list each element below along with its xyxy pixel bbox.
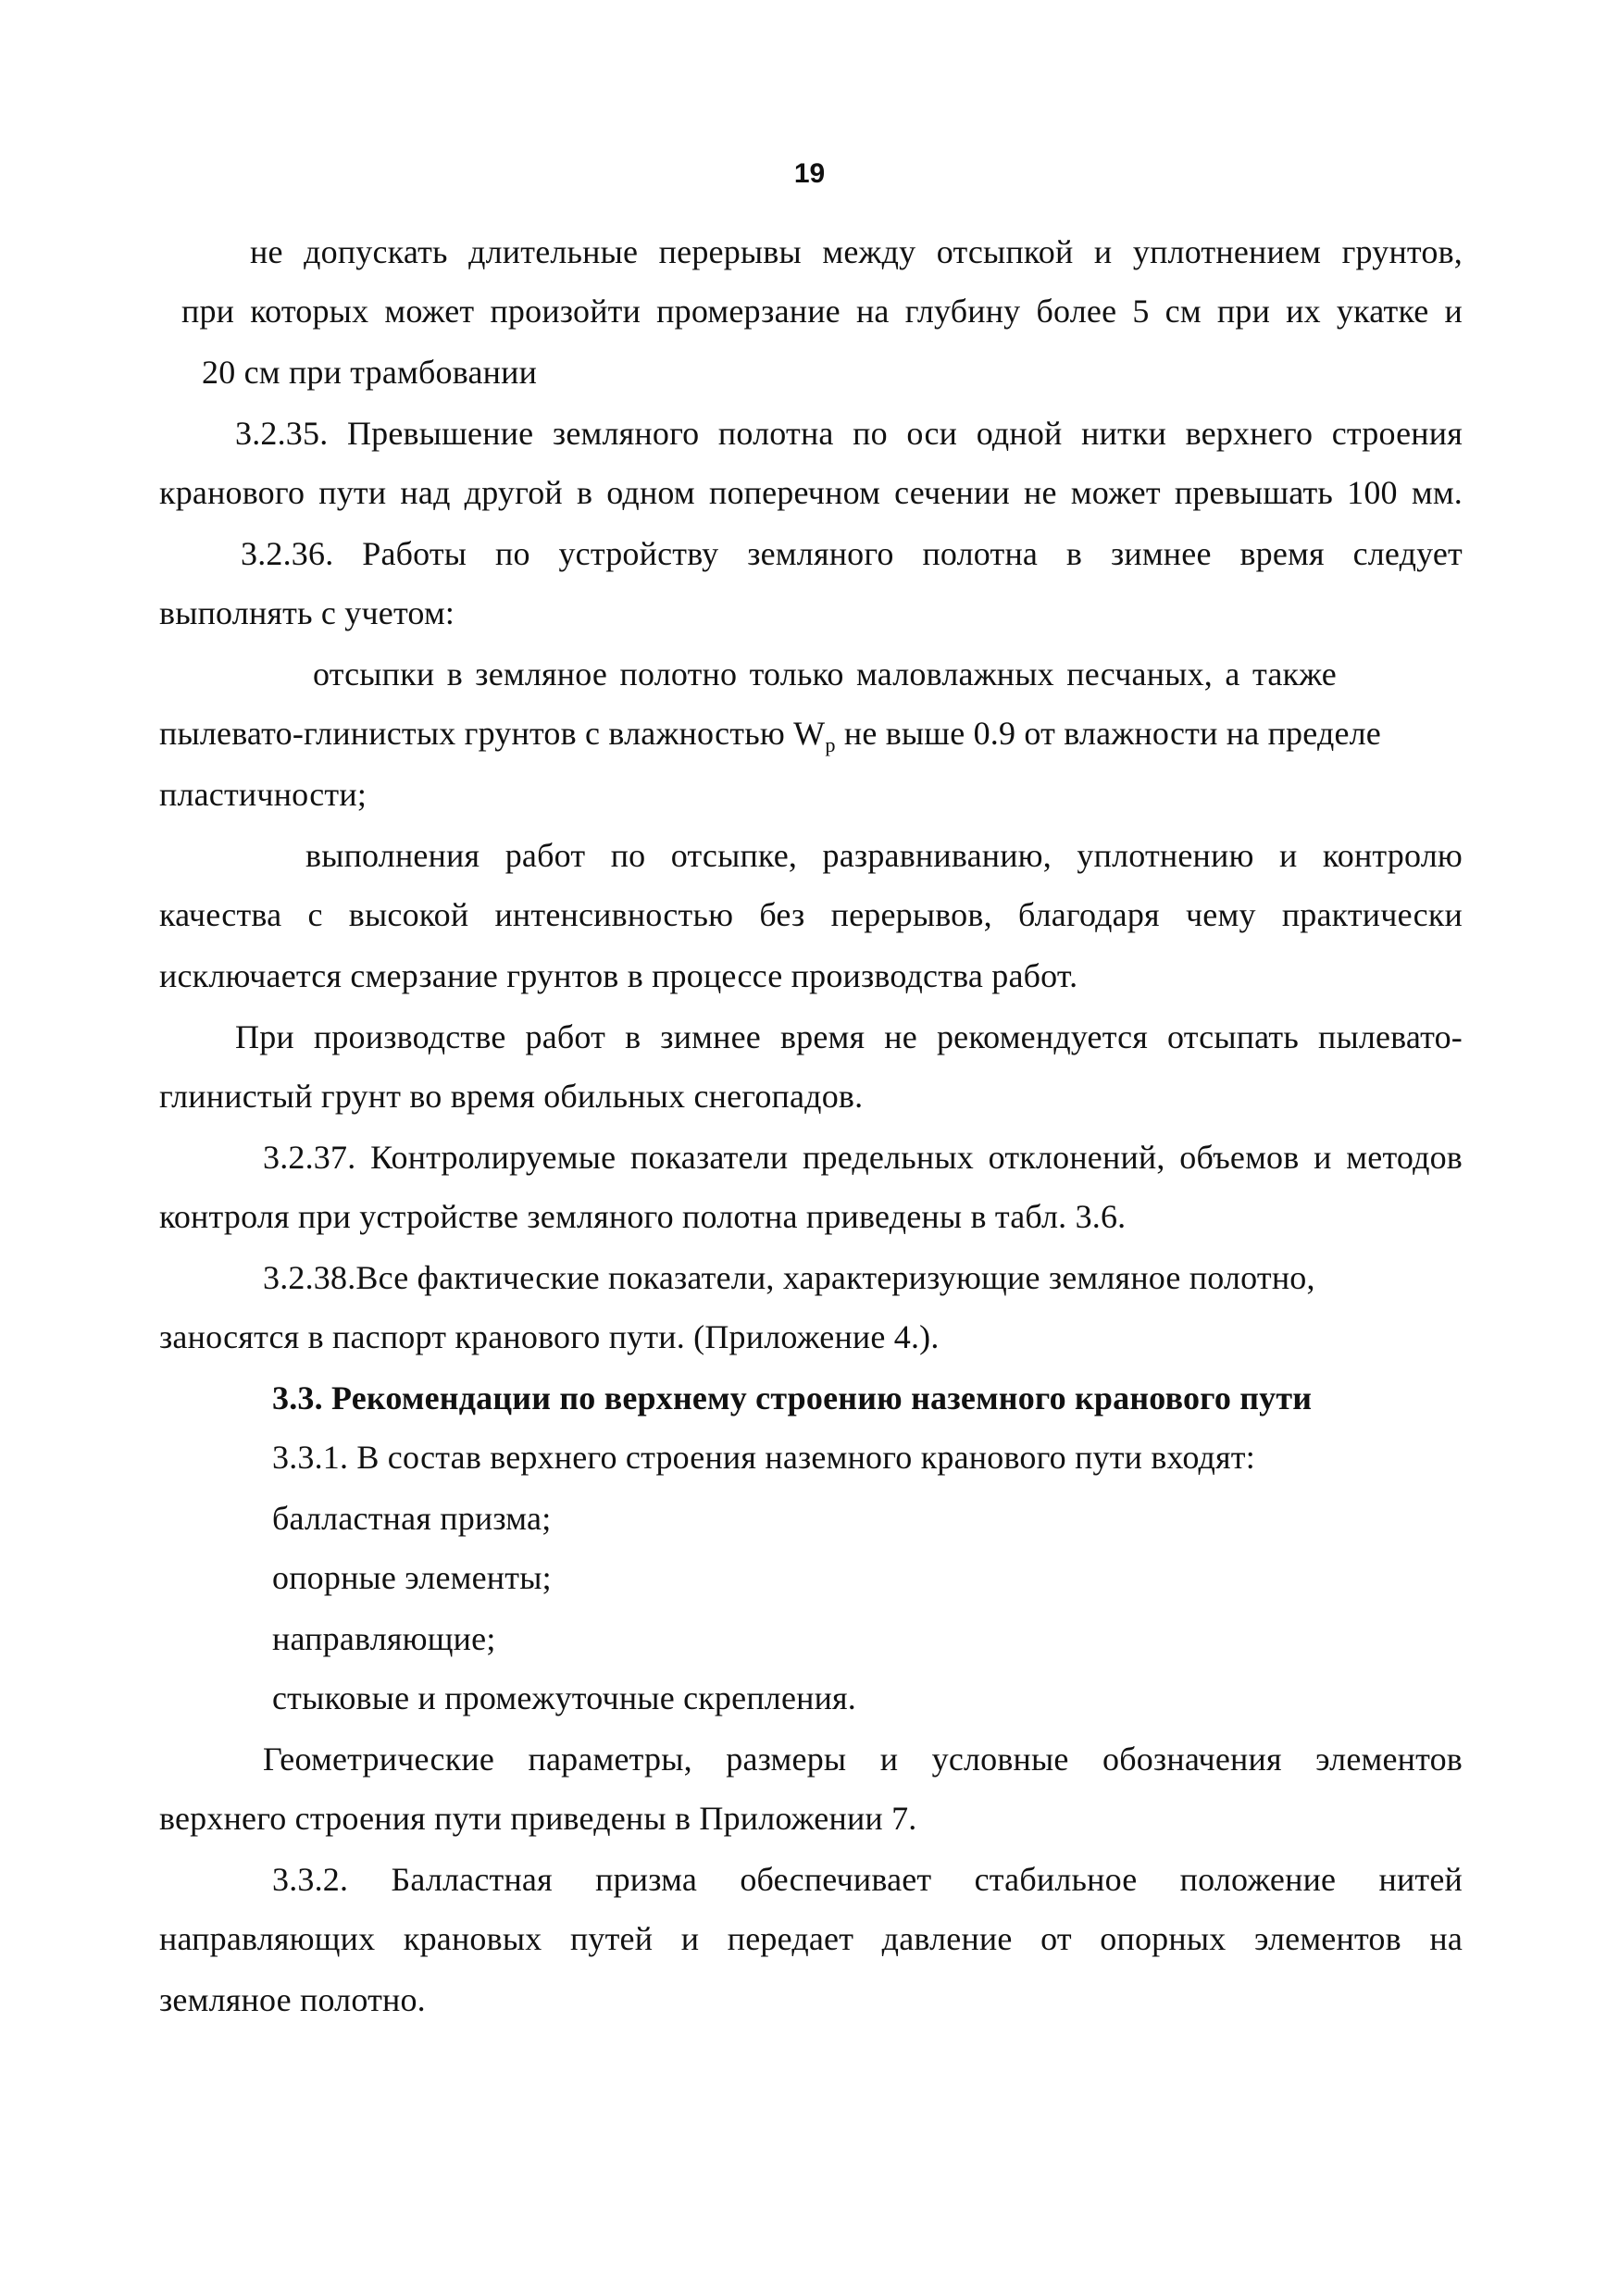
text-line: кранового пути над другой в одном поперечном сечении не может превышать 100 мм. bbox=[159, 474, 1463, 511]
list-item: стыковые и промежуточные скрепления. bbox=[272, 1679, 857, 1716]
list-item: балластная призма; bbox=[272, 1500, 552, 1537]
text-line: 3.2.37. Контролируемые показатели предельных отклонений, объемов и методов bbox=[263, 1139, 1463, 1176]
text-line: земляное полотно. bbox=[159, 1981, 426, 2018]
text-line: исключается смерзание грунтов в процессе производства работ. bbox=[159, 957, 1078, 994]
text-line: 20 см при трамбовании bbox=[202, 354, 538, 391]
text-line: Геометрические параметры, размеры и условные обозначения элементов bbox=[263, 1741, 1463, 1778]
text-line: 3.3.2. Балластная призма обеспечивает стабильное положение нитей bbox=[272, 1861, 1463, 1898]
text-line: 3.3.1. В состав верхнего строения наземного кранового пути входят: bbox=[272, 1439, 1255, 1476]
text-line: не допускать длительные перерывы между отсыпкой и уплотнением грунтов, bbox=[250, 233, 1463, 270]
text-line: глинистый грунт во время обильных снегопадов. bbox=[159, 1078, 864, 1115]
subscript-p: р bbox=[825, 733, 836, 757]
list-item: опорные элементы; bbox=[272, 1559, 552, 1596]
text-line: направляющих крановых путей и передает давление от опорных элементов на bbox=[159, 1920, 1463, 1957]
text-line bbox=[159, 711, 1463, 755]
page-number: 19 bbox=[793, 158, 826, 189]
text-line: пластичности; bbox=[159, 776, 367, 813]
list-item: направляющие; bbox=[272, 1620, 496, 1657]
text-line: 3.2.38.Все фактические показатели, характеризующие земляное полотно, bbox=[263, 1259, 1315, 1296]
text-line: 3.2.36. Работы по устройству земляного полотна в зимнее время следует bbox=[241, 535, 1463, 572]
text-fragment: пылевато-глинистых грунтов с влажностью W bbox=[159, 715, 826, 752]
text-line: при которых может произойти промерзание на глубину более 5 см при их укатке и bbox=[181, 293, 1463, 330]
text-line: заносятся в паспорт кранового пути. (Приложение 4.). bbox=[159, 1318, 940, 1355]
text-line: При производстве работ в зимнее время не рекомендуется отсыпать пылевато- bbox=[235, 1018, 1463, 1055]
text-line: 3.2.35. Превышение земляного полотна по оси одной нитки верхнего строения bbox=[235, 415, 1463, 452]
text-line: верхнего строения пути приведены в Приложении 7. bbox=[159, 1800, 917, 1837]
text-line: выполнения работ по отсыпке, разравниванию, уплотнению и контролю bbox=[305, 837, 1463, 874]
section-heading: 3.3. Рекомендации по верхнему строению наземного кранового пути bbox=[272, 1379, 1313, 1416]
text-line: отсыпки в земляное полотно только маловлажных песчаных, а также bbox=[313, 655, 1337, 693]
text-fragment: не выше 0.9 от влажности на пределе bbox=[835, 715, 1381, 752]
text-line: качества с высокой интенсивностью без перерывов, благодаря чему практически bbox=[159, 896, 1463, 933]
text-line: контроля при устройстве земляного полотна приведены в табл. 3.6. bbox=[159, 1198, 1127, 1235]
text-line: выполнять с учетом: bbox=[159, 594, 455, 631]
